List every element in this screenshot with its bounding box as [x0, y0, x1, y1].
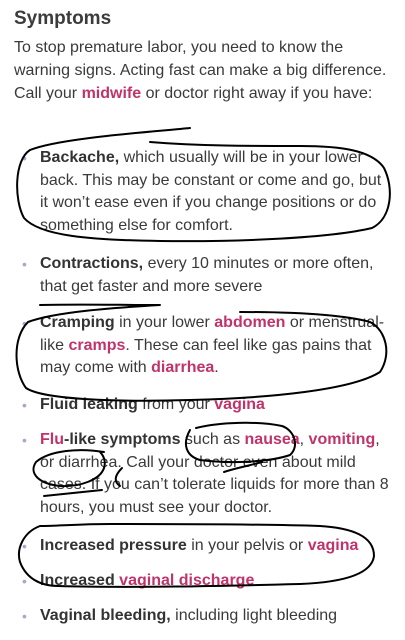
bullet-icon: •: [22, 315, 27, 331]
term-vaginal-bleeding: Vaginal bleeding,: [40, 607, 171, 624]
item-text: ,: [299, 431, 309, 448]
cramps-link[interactable]: cramps: [68, 336, 126, 354]
diarrhea-link[interactable]: diarrhea: [151, 359, 215, 376]
term-flu-symptoms: -like symptoms: [64, 431, 181, 448]
list-item-cramping: [22, 312, 392, 380]
intro-text: To stop premature labor, you need to know the warning signs. Acting fast can make a big difference. Call your: [14, 39, 387, 102]
term-fluid-leaking: Fluid leaking: [40, 396, 138, 413]
term-backache: Backache,: [40, 149, 120, 166]
list-item-contractions: [22, 253, 392, 298]
list-item-increased-pressure: [22, 535, 392, 558]
term-increased: Increased: [40, 572, 115, 589]
bullet-icon: •: [22, 432, 27, 448]
item-text: in your pelvis or: [186, 537, 308, 554]
item-text: . These can feel like gas pains that may come with: [40, 336, 372, 376]
list-item-fluid-leaking: [22, 394, 392, 417]
midwife-link[interactable]: midwife: [81, 85, 142, 102]
item-text: such as: [180, 431, 245, 448]
item-text: including light bleeding: [170, 607, 338, 624]
bullet-icon: •: [22, 573, 27, 589]
list-item-flu-symptoms: [22, 429, 392, 519]
term-increased-pressure: Increased pressure: [40, 537, 187, 554]
section-heading: Symptoms: [14, 8, 112, 29]
nausea-link[interactable]: nausea: [244, 431, 300, 448]
item-text: which usually will be in your lower back. This may be constant or come and go, but it won’t ease even if you change positions or do something else for comfort.: [40, 149, 382, 234]
flu-link[interactable]: Flu: [40, 431, 64, 448]
term-cramping: Cramping: [40, 314, 115, 331]
bullet-icon: •: [22, 256, 27, 272]
article: [14, 0, 394, 105]
item-text: .: [214, 359, 219, 376]
list-item-vaginal-bleeding: [22, 605, 392, 628]
vaginal-discharge-link[interactable]: vaginal discharge: [119, 572, 255, 589]
abdomen-link[interactable]: abdomen: [214, 314, 286, 331]
bullet-icon: •: [22, 397, 27, 413]
list-item-backache: [22, 147, 392, 237]
intro-text-end: or doctor right away if you have:: [141, 85, 373, 102]
item-text: , or diarrhea. Call your doctor even about mild cases. If you can’t tolerate liquids for more than 8 hours, you must see your doctor.: [40, 431, 389, 516]
item-text: from your: [137, 396, 215, 413]
bullet-icon: •: [22, 608, 27, 624]
vagina-link[interactable]: vagina: [214, 396, 265, 413]
term-contractions: Contractions,: [40, 255, 144, 272]
item-text: or menstrual-like: [40, 314, 385, 354]
item-text: every 10 minutes or more often, that get faster and more severe: [40, 255, 374, 295]
bullet-icon: •: [22, 150, 27, 166]
bullet-icon: •: [22, 538, 27, 554]
list-item-increased-discharge: [22, 570, 392, 593]
vomiting-link[interactable]: vomiting: [308, 431, 376, 448]
vagina-link-2[interactable]: vagina: [307, 537, 359, 554]
item-text: in your lower: [114, 314, 215, 331]
intro-paragraph: [14, 36, 394, 105]
